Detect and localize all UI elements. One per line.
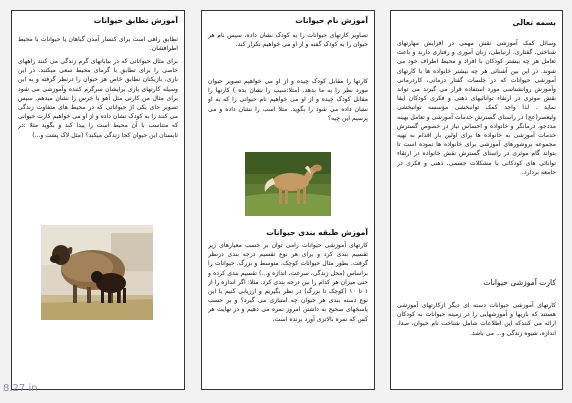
panel-introduction xyxy=(390,10,563,390)
paragraph: تصاویر کارتهای حیوانات را به کودک نشان داده، سپس نام هر حیوان را به کودک گفته و از او می خواهیم تکرار کند. xyxy=(208,32,368,49)
panel-title: آموزش نام حیوانات xyxy=(295,16,368,25)
paragraph: کارتهای آموزشی حیوانات رامی توان بر حسب معیارهای زیر تقسیم بندی کرد و برای هر نوع تقسیم درجه بندی درنظر گرفت. بطور مثال حیوانات کوچک، متوسط و بزرگ. حیوانات را براساس (محل زندگی، سرعت، اندازه و...) تقسیم بندی کرده و حتی میزان هر کدام را بین درجه بندی کرد. مثلا: اگر اندازه را از ۱ تا ۱۰ (کوچک تا بزرگ) در نظر بگیریم و ارزیابی کنیم با این نوع دسته بندی هر حیوان چه امتیازی می گیرد؟ و بر حسب پاسخهای صحیح به داشتن امروز نمره می دهیم و در نهایت هر کس که نمره بالاتری آورد برنده است. xyxy=(208,242,368,323)
panel-title: آموزش تطابق حیوانات xyxy=(93,16,178,25)
paragraph: کارتها را مقابل کودک چیده و از او می خواهیم تصویر حیوان مورد نظر را به ما بدهد. (مثلا:سیب را نشان بده ) کارتها را مقابل کودک چیده و از او می خواهیم نام حیوانی را که به او نشان داده می شود را بگوید. مثلا اسب را نشان داده و می پرسیم این چیه؟ xyxy=(208,78,368,122)
sheep-with-lamb-image xyxy=(41,225,153,320)
page-size-indicator: 8.27 in xyxy=(3,383,38,394)
horse-image xyxy=(245,152,331,216)
paragraph: برای مثال حیواناتی که در بیابانهای گرم زندگی می کنند راههای خاصی را برای تطابق با گرمای محیط سعی میکنند. در این بازی، بازیکنان تطابق خاص هر حیوان را درنظر گرفته و به این وسیله کارتهای بازی برایشان سرگرم کننده وآموزشی می شود برای مثال من کارتی مثل آهو یا خرس را نشان میدهم. سپس تصویر جای یکی از حیواناتی که در محیط های متفاوت زندگی می کنند را به کودک نشان داده و از او می خواهیم کارت حیوانی که متناسب با آن محیط است را پیدا کند و بگوید مثلا :در تابستان این حیوان کجا زندگی میکند؟ (مثل لاک پشت و...) xyxy=(18,58,178,139)
paragraph: کارتهای آموزشی حیوانات دسته ای دیگر ازکارتهای آموزشی هستند که بازیها و آموزشهایی را در زمینه حیوانات به کودکان ارائه می کنندکه این اطلاعات شامل شناخت نام حیوان، صدا، اندازه، شیوه زندگی و... می باشد. xyxy=(397,302,556,337)
paragraph: تطابق راهی است برای کنسار آمدن گیاهان یا حیوانات با محیط اطرافشان. xyxy=(18,36,178,53)
panel-title: بسمه تعالی xyxy=(512,18,556,27)
paragraph: وسائل کمک آموزشی نقش مهمی در افزایش مهارتهای شناختی، گفتاری، ارتباطی، زبان آموزی و رفتاری دارند و باعث تعامل هر چه بیشتر کودکان با افراد و محیط اطراف خود می شوند. در این بین آشنائی هر چه بیشتر خانواده ها با کارتهای آموزشی حیوانات که در جلسات گفتار درمانی، کاردرمانی وآموزش روانشناسی مورد استفاده قرار می گیرند می تواند نقش موثری در ارتقاء توانائیهای ذهنی و فکری کودکان ایفا نماید . لذا واحد کمک توانبخشی مؤسسه توانبخشی ولیعصر(عج) در راستای گسترش خدمات آموزشی و تعامل بهینه مددجو، درمانگر و خانواده و احساس نیاز در خصوص گسترش خدمات آموزشی به خانواده ها برای اولین بار اقدام به تهیه مجموعه بروشورهای آموزشی برای خانواده ها نموده است تا بتواند گام موثری در راستای گسترش نقش خانواده در ارتقاء توانائی های کودکانی با مشکلات جسمی، ذهنی و فکری در جامعه بردارد. xyxy=(397,40,556,176)
panel-animal-matching xyxy=(11,10,185,390)
section-subtitle: کارت آموزشی حیوانات xyxy=(483,278,556,287)
section-subtitle: آموزش طبقه بندی حیوانات xyxy=(266,228,368,237)
